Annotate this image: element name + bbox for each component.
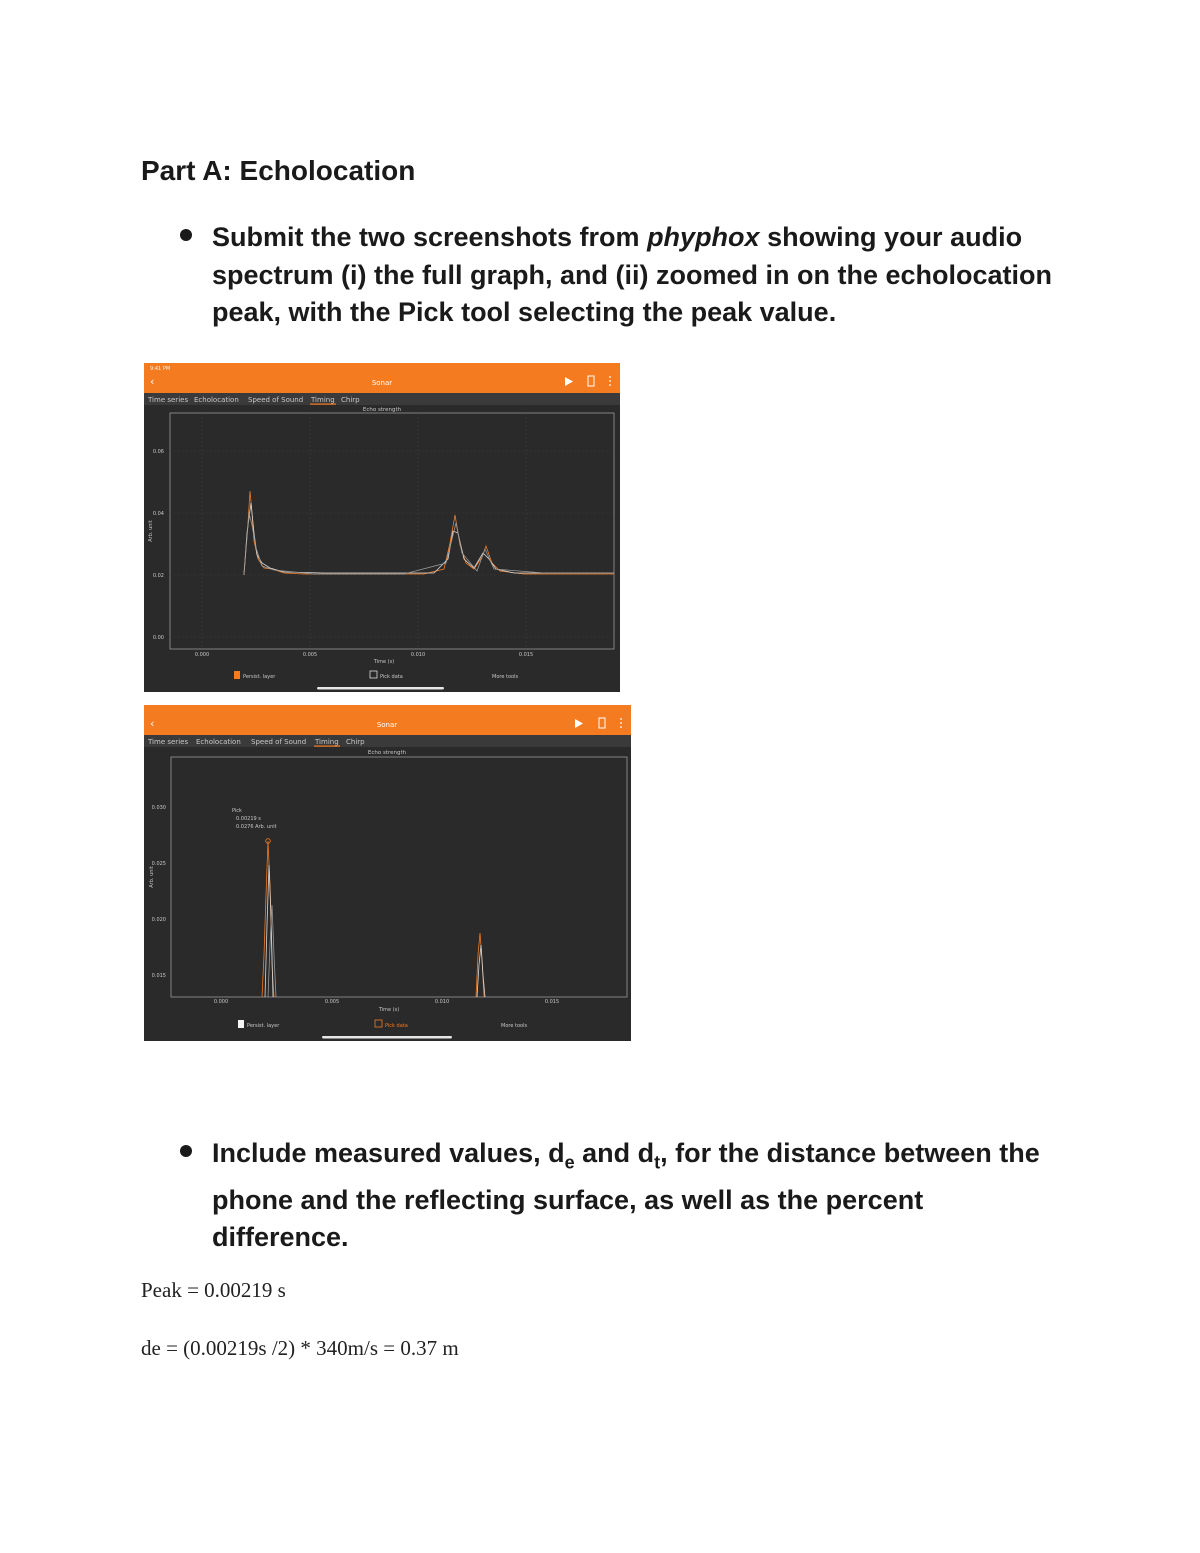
peak-value-line: Peak = 0.00219 s: [141, 1278, 286, 1302]
x-tick: 0.010: [434, 999, 450, 1005]
echo-traces: [262, 841, 485, 997]
back-icon[interactable]: ‹: [150, 375, 155, 388]
y-tick: 0.015: [151, 973, 166, 979]
plot-frame: [171, 757, 627, 997]
more-tools-button[interactable]: More tools: [492, 674, 519, 680]
more-icon[interactable]: [620, 718, 622, 728]
y-axis-label: Arb. unit: [148, 520, 154, 542]
graph-title: Echo strength: [367, 750, 407, 756]
persist-layer-icon: [234, 671, 240, 679]
app-title: Sonar: [371, 379, 393, 387]
distance-calc-line: de = (0.00219s /2) * 340m/s = 0.37 m: [141, 1336, 459, 1360]
y-tick: 0.04: [152, 511, 164, 517]
more-tools-button[interactable]: More tools: [501, 1023, 528, 1029]
svg-text:9:41 PM: 9:41 PM: [150, 366, 171, 372]
y-tick: 0.00: [152, 635, 164, 641]
tab-chirp[interactable]: Chirp: [341, 396, 360, 404]
pick-time: 0.00219 s: [236, 816, 261, 822]
tab-timing[interactable]: Timing: [315, 738, 339, 746]
persist-layer-icon: [238, 1020, 244, 1028]
home-indicator: [317, 687, 444, 690]
home-indicator: [322, 1036, 452, 1039]
persist-layer-button[interactable]: Persist. layer: [243, 674, 276, 680]
x-axis-label: Time (s): [373, 659, 395, 665]
pick-data-icon: [370, 671, 377, 678]
echo-traces: [244, 491, 614, 575]
tab-speed-of-sound[interactable]: Speed of Sound: [251, 738, 307, 746]
pick-data-button[interactable]: Pick data: [385, 1023, 408, 1029]
pick-value: 0.0276 Arb. unit: [236, 824, 277, 830]
back-icon[interactable]: ‹: [150, 717, 155, 730]
x-tick: 0.000: [213, 999, 229, 1005]
pick-data-icon: [375, 1020, 382, 1027]
y-tick: 0.030: [151, 805, 166, 811]
bullet-text: Include measured values, $d_e$ and $d_t$, for the distance between the phone and the reflecting surface, as well as the percent difference.: [212, 1138, 1040, 1253]
screenshot-full-graph: [144, 363, 620, 692]
tab-speed-of-sound[interactable]: Speed of Sound: [248, 396, 304, 404]
pick-data-button[interactable]: Pick data: [380, 674, 403, 680]
tab-time-series[interactable]: Time series: [148, 396, 189, 404]
tab-time-series[interactable]: Time series: [148, 738, 189, 746]
persist-layer-button[interactable]: Persist. layer: [247, 1023, 280, 1029]
x-tick: 0.015: [544, 999, 560, 1005]
bullet-measured-values: [180, 1135, 1060, 1257]
x-tick: 0.000: [194, 652, 210, 658]
screenshot-zoomed-peak: [144, 705, 631, 1041]
y-tick: 0.020: [151, 917, 166, 923]
y-tick: 0.06: [152, 449, 164, 455]
section-heading: Part A: Echolocation: [141, 155, 416, 186]
pick-label: Pick: [232, 808, 242, 814]
graph-title: Echo strength: [362, 407, 402, 413]
x-tick: 0.005: [302, 652, 318, 658]
app-title: Sonar: [376, 721, 398, 729]
tab-echolocation[interactable]: Echolocation: [194, 396, 239, 404]
tab-echolocation[interactable]: Echolocation: [196, 738, 241, 746]
x-tick: 0.005: [324, 999, 340, 1005]
x-tick: 0.010: [410, 652, 426, 658]
y-tick: 0.025: [151, 861, 166, 867]
bullet-text: Submit the two screenshots from phyphox showing your audio spectrum (i) the full graph, and (ii) zoomed in on the echolocation peak, with the Pick tool selecting the peak value.: [212, 222, 1053, 327]
x-tick: 0.015: [518, 652, 534, 658]
y-axis-label: Arb. unit: [149, 866, 155, 888]
bullet-dot: [180, 229, 192, 241]
plot-frame: [170, 413, 614, 649]
more-icon[interactable]: [609, 376, 611, 386]
tab-chirp[interactable]: Chirp: [346, 738, 365, 746]
tab-timing[interactable]: Timing: [311, 396, 335, 404]
y-tick: 0.02: [152, 573, 164, 579]
bullet-dot: [180, 1145, 192, 1157]
x-axis-label: Time (s): [378, 1007, 400, 1013]
bullet-screenshots: [180, 219, 1060, 332]
